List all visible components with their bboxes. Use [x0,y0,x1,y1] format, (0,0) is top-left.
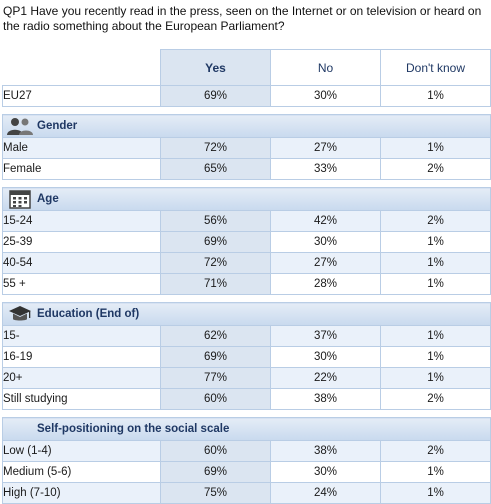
row-label: Low (1-4) [3,441,161,462]
table-row [3,232,491,253]
spacer-cell [3,107,491,115]
column-header-yes: Yes [161,50,271,86]
cell-dont-know: 1% [381,483,491,504]
table-row [3,483,491,504]
cell-dont-know: 1% [381,86,491,107]
row-label: 15-24 [3,211,161,232]
cell-dont-know: 1% [381,232,491,253]
header-blank-cell [3,50,161,86]
section-header-cell [3,418,491,441]
cell-yes: 62% [161,326,271,347]
row-label: 25-39 [3,232,161,253]
cell-no: 37% [271,326,381,347]
row-label: Still studying [3,389,161,410]
row-label: 16-19 [3,347,161,368]
section-header [3,115,490,137]
row-label: Female [3,159,161,180]
table-row [3,368,491,389]
section-header-cell [3,188,491,211]
section-header-row [3,303,491,326]
cell-yes: 77% [161,368,271,389]
table-row-eu27 [3,86,491,107]
row-label: 20+ [3,368,161,389]
table-row [3,326,491,347]
table-row [3,462,491,483]
spacer-cell [3,295,491,303]
section-title: Gender [37,120,78,132]
section-header-row [3,188,491,211]
section-title: Self-positioning on the social scale [37,423,230,435]
section-spacer [3,410,491,418]
cell-yes: 72% [161,138,271,159]
row-label: 55 + [3,274,161,295]
people-icon [3,115,37,137]
table-row [3,253,491,274]
cell-dont-know: 1% [381,462,491,483]
cell-no: 38% [271,389,381,410]
cell-dont-know: 2% [381,159,491,180]
section-header-row [3,418,491,441]
spacer-cell [3,410,491,418]
cell-yes: 75% [161,483,271,504]
table-row [3,441,491,462]
section-title: Age [37,193,59,205]
graduation-cap-icon [3,303,37,325]
row-label: 40-54 [3,253,161,274]
cell-dont-know: 2% [381,441,491,462]
table-row [3,159,491,180]
column-header-no: No [271,50,381,86]
cell-no: 30% [271,347,381,368]
row-label: 15- [3,326,161,347]
section-title: Education (End of) [37,308,140,320]
cell-dont-know: 1% [381,274,491,295]
cell-yes: 65% [161,159,271,180]
results-table [2,49,491,504]
cell-yes: 60% [161,389,271,410]
cell-no: 38% [271,441,381,462]
cell-dont-know: 1% [381,326,491,347]
cell-yes: 69% [161,462,271,483]
cell-dont-know: 1% [381,138,491,159]
section-header [3,188,490,210]
section-spacer [3,295,491,303]
cell-yes: 56% [161,211,271,232]
cell-no: 30% [271,86,381,107]
table-row [3,347,491,368]
section-header-cell [3,115,491,138]
column-header-row [3,50,491,86]
table-row [3,274,491,295]
cell-no: 33% [271,159,381,180]
cell-no: 30% [271,462,381,483]
cell-dont-know: 1% [381,368,491,389]
spacer-cell [3,180,491,188]
cell-no: 42% [271,211,381,232]
cell-dont-know: 1% [381,253,491,274]
section-header [3,418,490,440]
cell-yes: 72% [161,253,271,274]
cell-yes: 69% [161,347,271,368]
table-row [3,389,491,410]
row-label: Male [3,138,161,159]
cell-dont-know: 2% [381,389,491,410]
cell-yes: 60% [161,441,271,462]
row-label: High (7-10) [3,483,161,504]
table-row [3,138,491,159]
section-spacer [3,107,491,115]
cell-dont-know: 1% [381,347,491,368]
cell-no: 28% [271,274,381,295]
section-spacer [3,180,491,188]
section-header [3,303,490,325]
cell-no: 24% [271,483,381,504]
question-text: QP1 Have you recently read in the press, seen on the Internet or on television or heard on the radio something about the European Parliament? [3,4,482,33]
column-header-dont-know: Don't know [381,50,491,86]
row-label: Medium (5-6) [3,462,161,483]
calendar-icon [3,188,37,210]
cell-yes: 69% [161,232,271,253]
cell-no: 27% [271,253,381,274]
cell-no: 22% [271,368,381,389]
section-header-row [3,115,491,138]
cell-dont-know: 2% [381,211,491,232]
section-header-cell [3,303,491,326]
row-label: EU27 [3,86,161,107]
cell-no: 27% [271,138,381,159]
cell-yes: 69% [161,86,271,107]
cell-yes: 71% [161,274,271,295]
cell-no: 30% [271,232,381,253]
table-row [3,211,491,232]
